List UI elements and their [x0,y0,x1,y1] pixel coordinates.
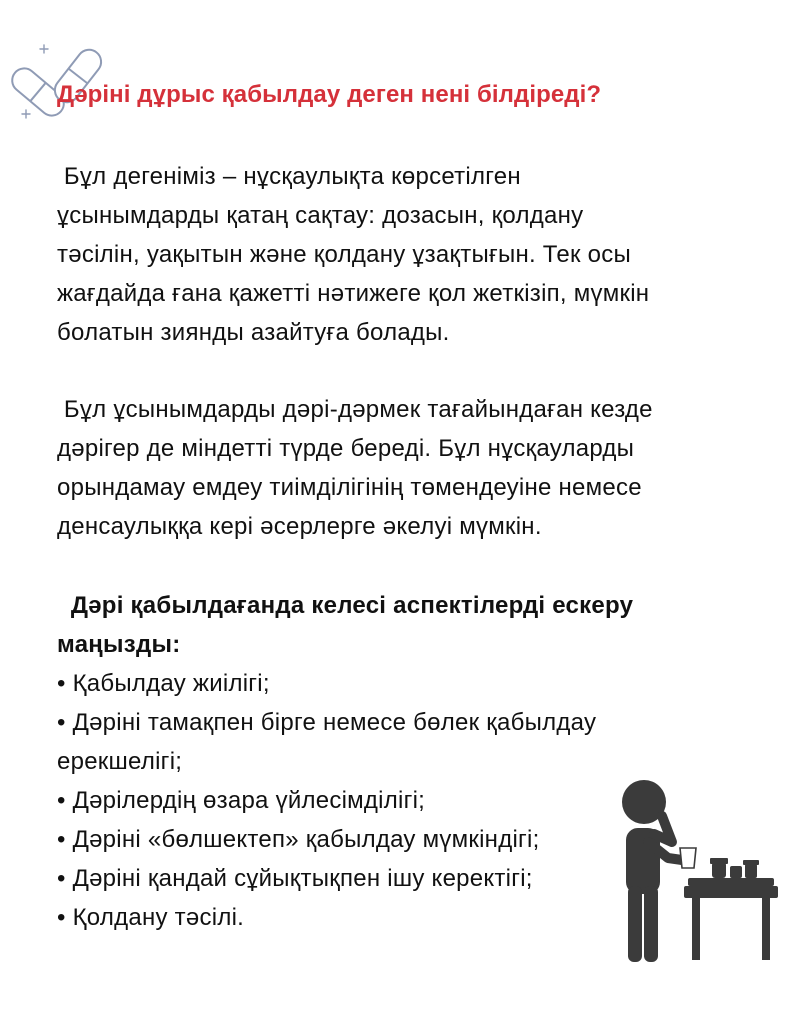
aspects-heading: Дәрі қабылдағанда келесі аспектілерді ескеру [57,592,634,619]
paragraph-line: денсаулыққа кері әсерлерге әкелуі мүмкін. [57,513,542,540]
list-item-text: • Дәріні «бөлшектеп» қабылдау мүмкіндігі; [57,826,540,853]
list-item-text: • Дәріні тамақпен бірге немесе бөлек қабылдау [57,709,597,736]
paragraph-line: орындамау емдеу тиімділігінің төмендеуіне немесе [57,474,642,501]
person-taking-medicine-icon [612,776,782,966]
list-item-text: • Қабылдау жиілігі; [57,670,270,697]
list-item [57,664,757,703]
paragraph-line: Бұл дегеніміз – нұсқаулықта көрсетілген [57,163,521,190]
page-title: Дәріні дұрыс қабылдау деген нені білдіреді? [57,81,602,108]
list-item-text: ерекшелігі; [57,748,183,775]
list-item [57,703,757,781]
intro-paragraph [57,157,757,352]
paragraph-line: болатын зиянды азайтуға болады. [57,319,450,346]
list-item-text: • Дәрілердің өзара үйлесімділігі; [57,787,426,814]
aspects-heading: маңызды: [57,631,181,658]
paragraph-line: Бұл ұсынымдарды дәрі-дәрмек тағайындаған кезде [57,396,653,423]
paragraph-line: ұсынымдарды қатаң сақтау: дозасын, қолдану [57,202,584,229]
paragraph-line: жағдайда ғана қажетті нәтижеге қол жеткізіп, мүмкін [57,280,650,307]
list-item-text: • Қолдану тәсілі. [57,904,245,931]
doctor-paragraph [57,390,757,546]
paragraph-line: дәрігер де міндетті түрде береді. Бұл нұсқауларды [57,435,635,462]
list-item-text: • Дәріні қандай сұйықтықпен ішу керектігі; [57,865,533,892]
paragraph-line: тәсілін, уақытын және қолдану ұзақтығын. Тек осы [57,241,631,268]
